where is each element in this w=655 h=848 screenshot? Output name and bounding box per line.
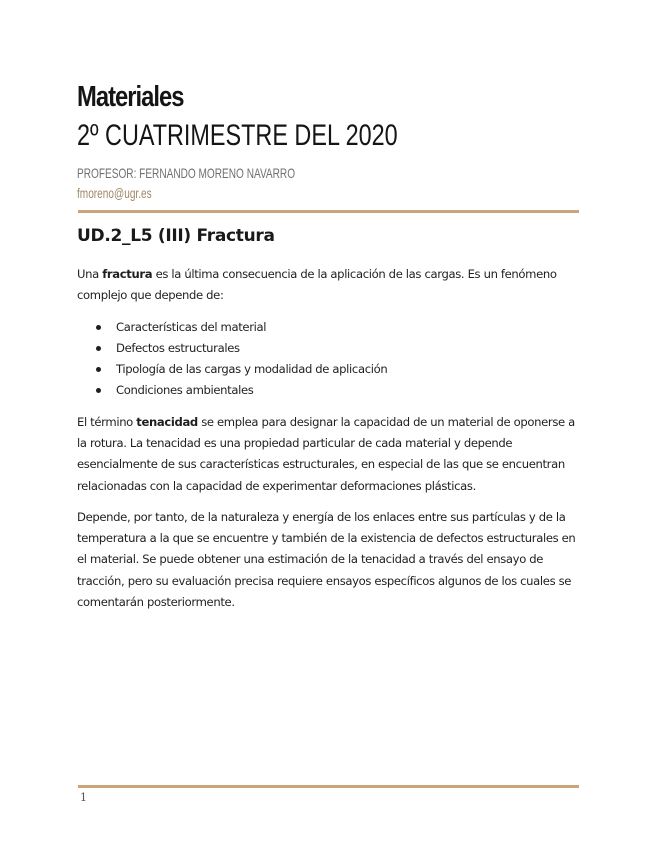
document-title: Materiales [77, 81, 184, 113]
bold-term-tenacidad: tenacidad [136, 415, 198, 429]
paragraph-fractura [77, 264, 577, 306]
list-item [77, 380, 387, 401]
list-item-text: Tipología de las cargas y modalidad de aplicación [116, 362, 388, 376]
bullet-icon [96, 388, 101, 393]
bold-term-fractura: fractura [102, 267, 153, 281]
list-item-text: Características del material [116, 320, 267, 334]
bullet-icon [96, 367, 101, 372]
section-heading: UD.2_L5 (III) Fractura [77, 226, 275, 246]
paragraph-depende: Depende, por tanto, de la naturaleza y energía de los enlaces entre sus partículas y de la temperatura a la que se encuentre y también de la existencia de defectos estructurales en el material. Se puede obtener una estimación de la tenacidad a través del ensayo de tracción, pero su evaluación precisa requiere ensayos específicos algunos de los cuales se comentarán posteriormente. [77, 510, 576, 609]
factors-list [77, 317, 387, 401]
list-item-text: Condiciones ambientales [116, 383, 254, 397]
footer-divider [78, 785, 579, 788]
bullet-icon [96, 346, 101, 351]
page-number: 1 [80, 791, 87, 804]
paragraph-text: se emplea para designar la capacidad de un material de oponerse a la rotura. La tenacidad es una propiedad particular de cada material y depende esencialmente de sus características estructurales, en especial de las que se encuentran relacionadas con la capacidad de experimentar deformaciones plásticas. [77, 415, 575, 493]
list-item-text: Defectos estructurales [116, 341, 240, 355]
header-divider [78, 210, 579, 213]
paragraph-text: El término [77, 415, 137, 429]
paragraph-text: Una [77, 267, 103, 281]
paragraph-tenacidad [77, 412, 577, 497]
document-subtitle: 2º CUATRIMESTRE DEL 2020 [77, 119, 398, 152]
professor-name: PROFESOR: FERNANDO MORENO NAVARRO [77, 165, 296, 181]
professor-email: fmoreno@ugr.es [77, 185, 152, 201]
paragraph-text: es la última consecuencia de la aplicación de las cargas. Es un fenómeno complejo que depende de: [77, 267, 557, 303]
list-item [77, 317, 387, 338]
bullet-icon [96, 325, 101, 330]
list-item [77, 338, 387, 359]
list-item [77, 359, 387, 380]
